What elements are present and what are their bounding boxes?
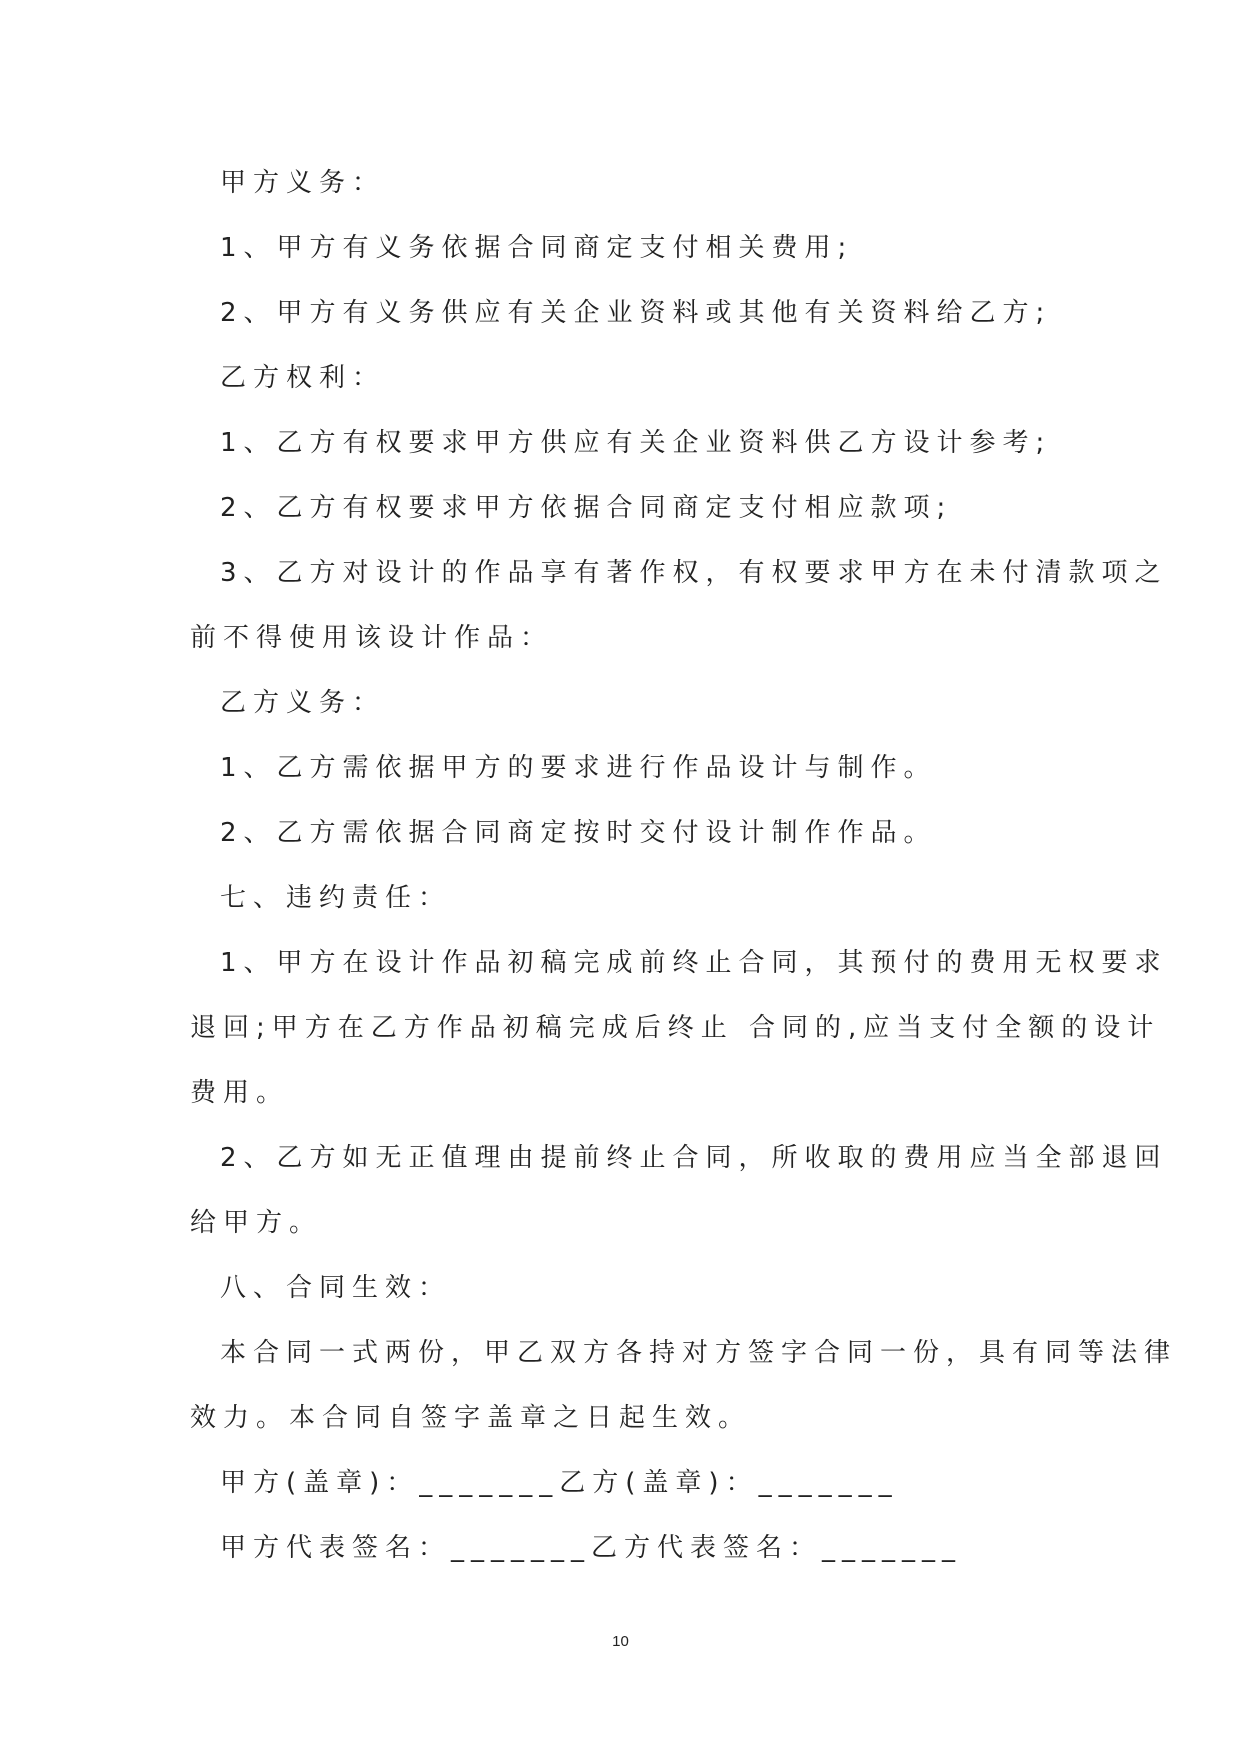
section-heading-contract-effect: 八、合同生效： bbox=[220, 1273, 452, 1303]
paragraph-line: 2、乙方有权要求甲方依据合同商定支付相应款项; bbox=[220, 493, 953, 523]
paragraph-line: 本合同一式两份，甲乙双方各持对方签字合同一份，具有同等法律 bbox=[220, 1338, 1178, 1368]
section-heading-party-b-obligations: 乙方义务： bbox=[220, 688, 386, 718]
paragraph-line: 给甲方。 bbox=[190, 1208, 323, 1238]
paragraph-line: 3、乙方对设计的作品享有著作权，有权要求甲方在未付清款项之 bbox=[220, 558, 1168, 588]
paragraph-line: 1、甲方有义务依据合同商定支付相关费用; bbox=[220, 233, 854, 263]
paragraph-line: 2、甲方有义务供应有关企业资料或其他有关资料给乙方; bbox=[220, 298, 1052, 328]
section-heading-party-a-obligations: 甲方义务： bbox=[220, 168, 386, 198]
paragraph-line: 前不得使用该设计作品： bbox=[190, 623, 554, 653]
section-heading-party-b-rights: 乙方权利： bbox=[220, 363, 386, 393]
page-number: 10 bbox=[612, 1633, 629, 1650]
paragraph-line: 2、乙方需依据合同商定按时交付设计制作作品。 bbox=[220, 818, 937, 848]
paragraph-line: 费用。 bbox=[190, 1078, 290, 1108]
paragraph-line: 1、甲方在设计作品初稿完成前终止合同，其预付的费用无权要求 bbox=[220, 948, 1168, 978]
paragraph-line: 退回;甲方在乙方作品初稿完成后终止 合同的,应当支付全额的设计 bbox=[190, 1013, 1161, 1043]
paragraph-line: 1、乙方需依据甲方的要求进行作品设计与制作。 bbox=[220, 753, 937, 783]
paragraph-line: 效力。本合同自签字盖章之日起生效。 bbox=[190, 1403, 752, 1433]
paragraph-line: 1、乙方有权要求甲方供应有关企业资料供乙方设计参考; bbox=[220, 428, 1052, 458]
section-heading-breach-liability: 七、违约责任： bbox=[220, 883, 452, 913]
seal-line: 甲方(盖章)：_______乙方(盖章)：_______ bbox=[220, 1468, 899, 1498]
signature-line: 甲方代表签名：_______乙方代表签名：_______ bbox=[220, 1533, 963, 1563]
paragraph-line: 2、乙方如无正值理由提前终止合同，所收取的费用应当全部退回 bbox=[220, 1143, 1168, 1173]
